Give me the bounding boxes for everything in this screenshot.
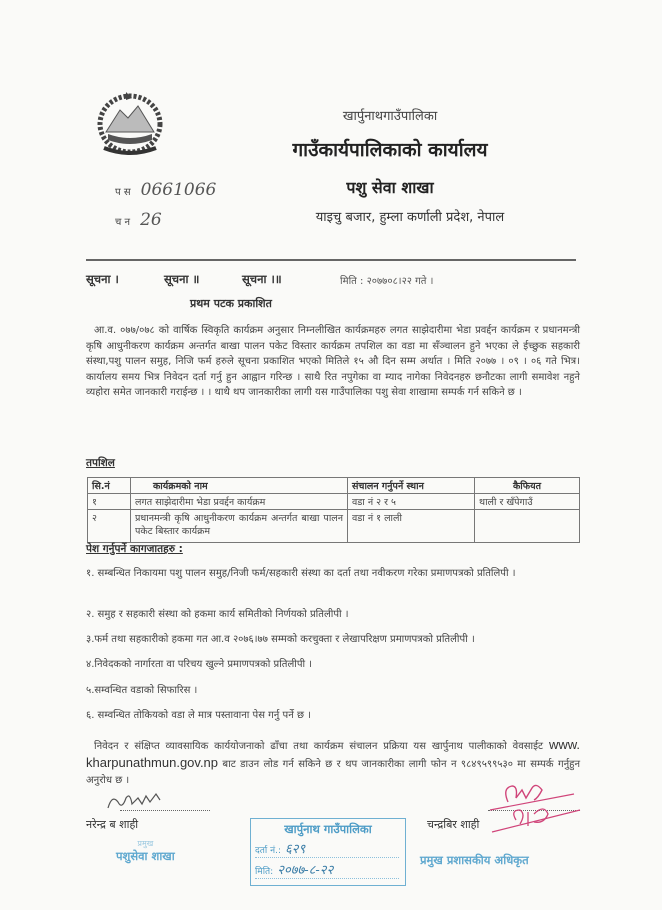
- letter-number: [115, 180, 216, 200]
- office-address: याइचु बजार, हुम्ला कर्णाली प्रदेश, नेपाल: [315, 210, 505, 225]
- registration-stamp-title: खार्पुनाथ गाउँपालिका: [284, 822, 372, 836]
- registration-number-row: [255, 839, 399, 858]
- left-stamp-text: पशुसेवा शाखा: [116, 849, 175, 863]
- table-row: [88, 510, 580, 543]
- letter-number-value: 0661066: [140, 180, 217, 200]
- documents-title: पेश गर्नुपर्ने कागजातहरु :: [86, 543, 183, 555]
- document-item: ६. सम्वन्धित तोकियको वडा ले मात्र पस्तावाना पेस गर्नु पर्ने छ ।: [86, 710, 311, 721]
- col-header-location: संचालन गर्नुपर्ने स्थान: [348, 478, 475, 494]
- branch-title: पशु सेवा शाखा: [346, 178, 434, 197]
- table-header-row: [88, 478, 580, 494]
- dispatch-number-label: च न: [115, 217, 131, 228]
- schedule-table: [87, 477, 580, 543]
- registration-number-label: दर्ता नं.:: [255, 846, 281, 856]
- row-sn: १: [88, 494, 131, 510]
- document-item: ५.सम्वन्धित वडाको सिफारिस ।: [86, 685, 198, 696]
- closing-text-start: निवेदन र संक्षिप्त व्यावसायिक कार्ययोजनाको ढाँचा तथा कार्यक्रम संचालन प्रक्रिया यस खार्पुनाथ पालीकाको वेवसाईट: [94, 741, 549, 752]
- table-row: [88, 494, 580, 510]
- row-location: वडा नं १ लाली: [348, 510, 475, 543]
- col-header-sn: सि.नं: [88, 478, 131, 494]
- dispatch-number: [115, 210, 162, 230]
- left-stamp-top: प्रमुख: [137, 839, 154, 848]
- registration-date-label: मिति:: [255, 867, 274, 877]
- left-signature-line: [120, 810, 210, 811]
- right-stamp: प्रमुख प्रशासकीय अधिकृत: [420, 853, 529, 867]
- closing-text-end: बाट डाउन लोड गर्न सकिने छ र थप जानकारीका लागी फोन न ९८४९५९९५३० मा सम्पर्क गर्नुहुन अनुरोध छ ।: [86, 759, 580, 786]
- right-signature-icon: [486, 780, 582, 842]
- website-link[interactable]: www. kharpunathmun.gov.np: [86, 737, 580, 770]
- row-remarks: [475, 510, 580, 543]
- document-item: ४.निवेदकको नार्गारता वा परिचय खुल्ने प्रमाणपत्रको प्रतिलीपी ।: [86, 659, 313, 670]
- registration-date-row: [255, 860, 399, 879]
- col-header-program: कार्यक्रमको नाम: [131, 478, 348, 494]
- body-paragraph: आ.व. ०७७/०७८ को वार्षिक स्विकृति कार्यक्रम अनुसार निम्नलीखित कार्यक्रमहरु लगत साझेदारीमा भेडा प्रवर्द्दन कार्यक्रम र प्रधानमन्त्री कृषि आधुनीकरण कार्यक्रम अन्तर्गत बाखा पालन पकेट विस्तार कार्यक्रम तपशिल का वडा मा सँञ्चालन हुने भएका ले ईच्छुक सहकारी संस्था,पशु पालन समुह, निजि फर्म हरुले सूचना प्रकाशित भएको मितिले १५ औ दिन सम्म अर्थात । मिति २०७७ । ०९ । ०६ गते भित्र। कार्यालय समय भित्र निवेदन दर्ता गर्नु हुन आह्वान गरिन्छ । साथै रित नपुगेका वा म्याद नागेका निवेदनहरु छनौटका लागी समावेश नहुने व्यहोरा समेत जानकारी गराईन्छ । । थाथै थप जानकारीका लागी यस गाउँपालिका पशु सेवा शाखामा सम्पर्क गर्न सकिने छ ।: [86, 325, 580, 398]
- dispatch-number-value: 26: [140, 210, 162, 230]
- right-signatory-name: चन्द्रबिर शाही: [427, 818, 480, 831]
- notice-date: मिति : २०७७०८।२२ गते ।: [340, 276, 434, 287]
- registration-stamp: [250, 818, 406, 886]
- document-item: १. सम्बन्धित निकायमा पशु पालन समुह/निजी फर्म/सहकारी संस्था का दर्ता तथा नवीकरण गरेका प्रमाणपत्रको प्रतिलिपी ।: [86, 568, 516, 579]
- row-sn: २: [88, 510, 131, 543]
- registration-number-value: ६२९: [285, 842, 306, 857]
- left-signatory-name: नरेन्द्र ब शाही: [86, 818, 139, 831]
- col-header-remarks: कैफियत: [475, 478, 580, 494]
- row-location: वडा नं २ र ५: [348, 494, 475, 510]
- left-stamp: [116, 838, 175, 864]
- document-item: ३.फर्म तथा सहकारीको हकमा गत आ.व २०७६।७७ सम्मको करचुक्ता र लेखापरिक्षण प्रमाणपत्रको प्रतिलीपी ।: [86, 634, 475, 645]
- schedule-title: तपशिल: [86, 457, 115, 469]
- registration-date-value: २०७७-८-२२: [277, 863, 334, 878]
- row-remarks: थाली र खँपेगाउँ: [475, 494, 580, 510]
- row-program: लगत साझेदारीमा भेडा प्रवर्द्दन कार्यक्रम: [131, 494, 348, 510]
- notice-label-2: सूचना ॥: [164, 272, 200, 286]
- municipality-name: खार्पुनाथगाउँपालिका: [342, 109, 438, 124]
- row-program: प्रधानमन्त्री कृषि आधुनीकरण कार्यक्रम अन्तर्गत बाखा पालन पकेट बिस्तार कार्यक्रम: [131, 510, 348, 543]
- office-title: गाउँकार्यपालिकाको कार्यालय: [292, 139, 488, 161]
- notice-label-3: सूचना ।॥: [242, 272, 282, 286]
- document-item: २. समुह र सहकारी संस्था को हकमा कार्य समितीको निर्णयको प्रतिलीपी ।: [86, 609, 349, 620]
- letter-number-label: प स: [115, 187, 131, 198]
- first-publication: प्रथम पटक प्रकाशित: [190, 297, 272, 310]
- header-divider: [86, 259, 576, 261]
- notice-label-1: सूचना ।: [86, 272, 119, 286]
